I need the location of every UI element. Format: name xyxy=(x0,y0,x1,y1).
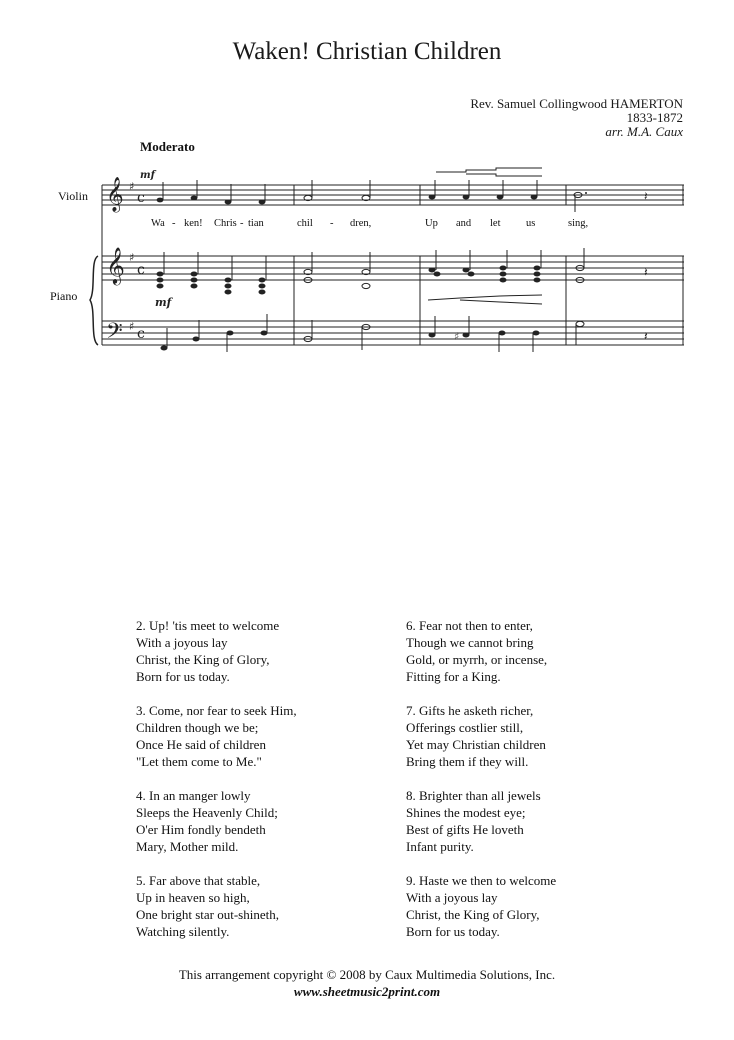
verse-9 xyxy=(406,872,556,940)
svg-text:c: c xyxy=(137,326,145,342)
svg-text:mf: mf xyxy=(140,170,155,181)
verse-line: 3. Come, nor fear to seek Him, xyxy=(136,703,297,718)
tempo-marking: Moderato xyxy=(140,139,195,154)
lyric-hyphen: - xyxy=(240,218,244,229)
verse-line: Born for us today. xyxy=(406,924,500,939)
lyric-syllable: sing, xyxy=(568,218,589,229)
verses-left-column xyxy=(136,617,297,957)
verse-line: Offerings costlier still, xyxy=(406,720,524,735)
verse-line: Children though we be; xyxy=(136,720,259,735)
verse-line: Born for us today. xyxy=(136,669,230,684)
lyric-syllable: let xyxy=(490,218,501,229)
svg-text:♯: ♯ xyxy=(129,251,135,264)
verse-line: "Let them come to Me." xyxy=(136,754,262,769)
violin-staff xyxy=(102,185,684,205)
verse-6 xyxy=(406,617,556,685)
treble-clef-icon: 𝄞 xyxy=(106,246,125,284)
piano-bass-staff xyxy=(102,321,684,345)
lyric-syllable: us xyxy=(526,218,536,229)
verse-line: 6. Fear not then to enter, xyxy=(406,618,533,633)
verse-line: Christ, the King of Glory, xyxy=(406,907,540,922)
verse-7 xyxy=(406,702,556,770)
lyric-syllable: Up xyxy=(425,218,438,229)
verse-line: With a joyous lay xyxy=(406,890,498,905)
lyric-syllable: dren, xyxy=(350,218,372,229)
website-link[interactable]: www.sheetmusic2print.com xyxy=(293,984,441,999)
verse-line: Christ, the King of Glory, xyxy=(136,652,270,667)
verse-line: Fitting for a King. xyxy=(406,669,501,684)
verse-line: Up in heaven so high, xyxy=(136,890,250,905)
treble-clef-icon: 𝄞 xyxy=(106,177,124,212)
bass-clef-icon: 𝄢 xyxy=(106,319,123,349)
composer-name: Rev. Samuel Collingwood HAMERTON xyxy=(470,96,683,111)
lyric-syllable: ken! xyxy=(184,218,203,229)
lyric-syllable: chil xyxy=(297,218,313,229)
verse-line: Best of gifts He loveth xyxy=(406,822,524,837)
composer-dates: 1833-1872 xyxy=(626,110,683,125)
svg-text:c: c xyxy=(137,190,145,206)
verse-line: One bright star out-shineth, xyxy=(136,907,279,922)
svg-text:♯: ♯ xyxy=(129,320,135,333)
lyric-hyphen: - xyxy=(330,218,334,229)
page-title: Waken! Christian Children xyxy=(232,38,502,65)
piano-treble-staff xyxy=(102,256,684,280)
svg-text:𝄽: 𝄽 xyxy=(644,329,648,343)
verse-line: 2. Up! 'tis meet to welcome xyxy=(136,618,280,633)
verse-line: O'er Him fondly bendeth xyxy=(136,822,266,837)
svg-text:𝄽: 𝄽 xyxy=(644,265,648,279)
lyric-syllable: tian xyxy=(248,218,264,229)
svg-text:mf: mf xyxy=(155,296,172,309)
svg-text:c: c xyxy=(137,262,145,278)
lyric-syllable: Wa xyxy=(151,218,165,229)
svg-text:𝄽: 𝄽 xyxy=(644,189,648,203)
verse-line: Though we cannot bring xyxy=(406,635,534,650)
footer xyxy=(0,966,734,1000)
instrument-label-piano: Piano xyxy=(50,289,78,303)
verse-line: 9. Haste we then to welcome xyxy=(406,873,557,888)
verse-line: 8. Brighter than all jewels xyxy=(406,788,541,803)
verse-line: Once He said of children xyxy=(136,737,266,752)
lyric-syllable: and xyxy=(456,218,472,229)
arranger: arr. M.A. Caux xyxy=(605,124,683,139)
verse-3 xyxy=(136,702,297,770)
verse-line: Watching silently. xyxy=(136,924,230,939)
verse-line: 5. Far above that stable, xyxy=(136,873,261,888)
verse-4 xyxy=(136,787,297,855)
svg-text:♯: ♯ xyxy=(129,180,135,193)
lyric-hyphen: - xyxy=(172,218,176,229)
instrument-label-violin: Violin xyxy=(58,189,88,203)
verse-line: Mary, Mother mild. xyxy=(136,839,239,854)
verse-line: Gold, or myrrh, or incense, xyxy=(406,652,548,667)
music-score xyxy=(0,0,734,360)
verse-line: Sleeps the Heavenly Child; xyxy=(136,805,278,820)
verse-2 xyxy=(136,617,297,685)
copyright-notice: This arrangement copyright © 2008 by Caux Multimedia Solutions, Inc. xyxy=(178,967,556,982)
verse-line: 7. Gifts he asketh richer, xyxy=(406,703,534,718)
verse-5 xyxy=(136,872,297,940)
verse-line: 4. In an manger lowly xyxy=(136,788,251,803)
verse-line: Bring them if they will. xyxy=(406,754,529,769)
verse-line: Yet may Christian children xyxy=(406,737,546,752)
verse-line: Shines the modest eye; xyxy=(406,805,526,820)
verse-line: With a joyous lay xyxy=(136,635,228,650)
verse-line: Infant purity. xyxy=(406,839,474,854)
svg-text:♯: ♯ xyxy=(454,330,460,343)
verse-8 xyxy=(406,787,556,855)
verses-right-column xyxy=(406,617,556,957)
lyric-syllable: Chris xyxy=(214,218,237,229)
